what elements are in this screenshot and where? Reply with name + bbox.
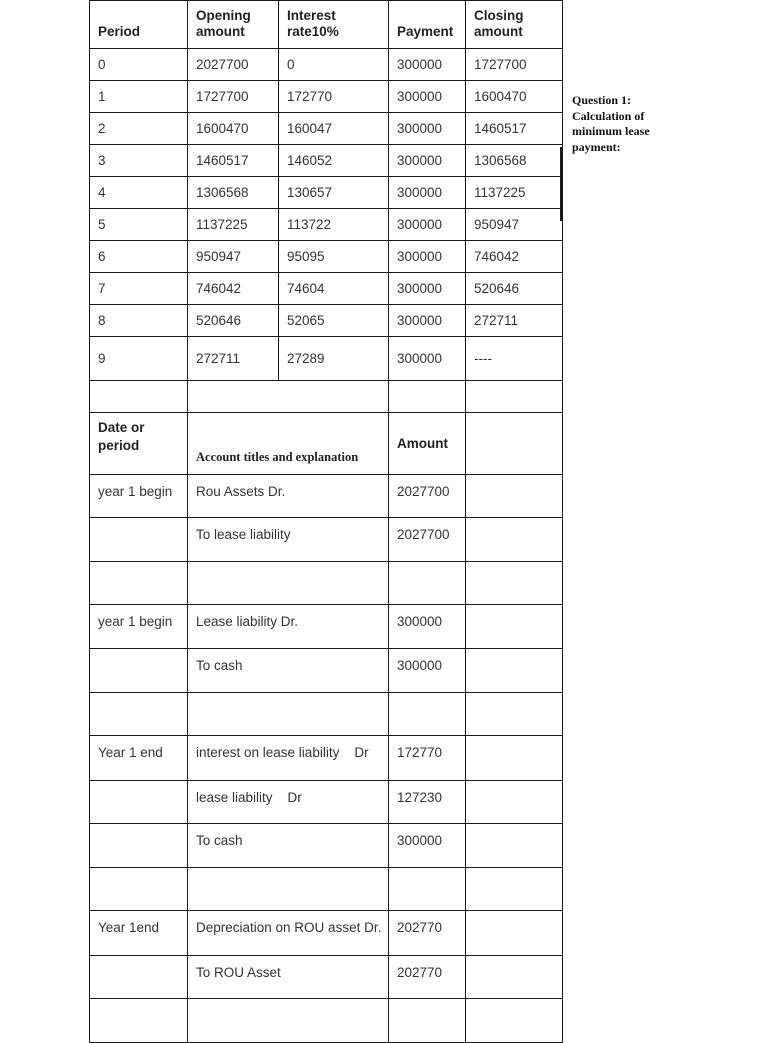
- schedule-cell-period: 6: [90, 241, 188, 273]
- schedule-row: [90, 81, 563, 113]
- journal-empty: [466, 605, 563, 649]
- header-interest-rate: Interest rate10%: [279, 1, 389, 49]
- schedule-row: [90, 337, 563, 381]
- schedule-cell-period: 9: [90, 337, 188, 381]
- schedule-cell-period: 5: [90, 209, 188, 241]
- journal-account: Lease liability Dr.: [188, 605, 389, 649]
- spacer-row: [90, 381, 563, 413]
- schedule-cell-period: 2: [90, 113, 188, 145]
- schedule-cell-interest: 130657: [279, 177, 389, 209]
- journal-body: [90, 475, 563, 1043]
- journal-empty: [466, 868, 563, 911]
- schedule-row: [90, 113, 563, 145]
- schedule-row: [90, 209, 563, 241]
- question-note: [572, 93, 672, 155]
- journal-account: [188, 693, 389, 736]
- header-date-period: Date or period: [90, 413, 188, 475]
- schedule-cell-closing: 1306568: [466, 145, 563, 177]
- journal-date: Year 1 end: [90, 736, 188, 781]
- schedule-cell-opening: 2027700: [188, 49, 279, 81]
- schedule-cell-interest: 74604: [279, 273, 389, 305]
- journal-empty: [466, 693, 563, 736]
- journal-row: [90, 562, 563, 605]
- journal-account: interest on lease liability Dr: [188, 736, 389, 781]
- journal-row: [90, 693, 563, 736]
- header-period: Period: [90, 1, 188, 49]
- journal-amount: 202770: [389, 956, 466, 999]
- journal-account: [188, 868, 389, 911]
- journal-account: To lease liability: [188, 518, 389, 562]
- schedule-cell-opening: 1306568: [188, 177, 279, 209]
- schedule-cell-closing: 1137225: [466, 177, 563, 209]
- journal-amount: 300000: [389, 649, 466, 693]
- journal-row: [90, 824, 563, 868]
- schedule-cell-opening: 272711: [188, 337, 279, 381]
- journal-account: lease liability Dr: [188, 781, 389, 824]
- schedule-cell-payment: 300000: [389, 113, 466, 145]
- schedule-cell-payment: 300000: [389, 81, 466, 113]
- schedule-cell-payment: 300000: [389, 49, 466, 81]
- journal-account: To ROU Asset: [188, 956, 389, 999]
- schedule-body: [90, 49, 563, 381]
- schedule-cell-interest: 27289: [279, 337, 389, 381]
- schedule-cell-period: 7: [90, 273, 188, 305]
- side-border: [560, 147, 562, 221]
- schedule-cell-payment: 300000: [389, 337, 466, 381]
- journal-date: [90, 649, 188, 693]
- journal-amount: 300000: [389, 824, 466, 868]
- schedule-cell-interest: 52065: [279, 305, 389, 337]
- header-payment: Payment: [389, 1, 466, 49]
- journal-amount: [389, 868, 466, 911]
- journal-row: [90, 911, 563, 956]
- journal-amount: 300000: [389, 605, 466, 649]
- journal-empty: [466, 911, 563, 956]
- schedule-cell-closing: 272711: [466, 305, 563, 337]
- journal-row: [90, 999, 563, 1043]
- journal-account: [188, 999, 389, 1043]
- journal-amount: 172770: [389, 736, 466, 781]
- schedule-header-row: [90, 1, 563, 49]
- schedule-cell-payment: 300000: [389, 145, 466, 177]
- schedule-cell-interest: 0: [279, 49, 389, 81]
- journal-account: To cash: [188, 649, 389, 693]
- journal-header-row: [90, 413, 563, 475]
- journal-date: [90, 693, 188, 736]
- journal-date: year 1 begin: [90, 605, 188, 649]
- journal-empty: [466, 781, 563, 824]
- journal-date: [90, 824, 188, 868]
- schedule-row: [90, 145, 563, 177]
- journal-amount: [389, 999, 466, 1043]
- journal-date: year 1 begin: [90, 475, 188, 518]
- schedule-cell-payment: 300000: [389, 273, 466, 305]
- journal-date: Year 1end: [90, 911, 188, 956]
- journal-row: [90, 736, 563, 781]
- schedule-row: [90, 49, 563, 81]
- schedule-cell-opening: 1600470: [188, 113, 279, 145]
- journal-empty: [466, 475, 563, 518]
- journal-row: [90, 956, 563, 999]
- header-opening-amount: Opening amount: [188, 1, 279, 49]
- journal-date: [90, 956, 188, 999]
- journal-row: [90, 475, 563, 518]
- journal-row: [90, 605, 563, 649]
- schedule-cell-closing: 1727700: [466, 49, 563, 81]
- schedule-cell-period: 3: [90, 145, 188, 177]
- journal-date: [90, 868, 188, 911]
- schedule-cell-interest: 113722: [279, 209, 389, 241]
- journal-date: [90, 518, 188, 562]
- journal-row: [90, 649, 563, 693]
- journal-row: [90, 518, 563, 562]
- journal-empty: [466, 518, 563, 562]
- journal-amount: 2027700: [389, 475, 466, 518]
- journal-row: [90, 781, 563, 824]
- journal-date: [90, 999, 188, 1043]
- journal-account: Rou Assets Dr.: [188, 475, 389, 518]
- schedule-cell-payment: 300000: [389, 305, 466, 337]
- schedule-cell-payment: 300000: [389, 241, 466, 273]
- journal-row: [90, 868, 563, 911]
- header-closing-amount: Closing amount: [466, 1, 563, 49]
- schedule-cell-opening: 950947: [188, 241, 279, 273]
- journal-amount: [389, 693, 466, 736]
- schedule-cell-interest: 95095: [279, 241, 389, 273]
- journal-date: [90, 781, 188, 824]
- schedule-cell-period: 1: [90, 81, 188, 113]
- journal-empty: [466, 649, 563, 693]
- header-account-titles: Account titles and explanation: [188, 413, 389, 475]
- journal-empty: [466, 562, 563, 605]
- journal-amount: [389, 562, 466, 605]
- schedule-cell-payment: 300000: [389, 177, 466, 209]
- journal-empty: [466, 824, 563, 868]
- lease-table: [89, 0, 563, 1043]
- journal-date: [90, 562, 188, 605]
- schedule-cell-payment: 300000: [389, 209, 466, 241]
- schedule-row: [90, 273, 563, 305]
- schedule-row: [90, 241, 563, 273]
- schedule-cell-closing: 1600470: [466, 81, 563, 113]
- journal-empty: [466, 999, 563, 1043]
- schedule-cell-opening: 520646: [188, 305, 279, 337]
- header-amount: Amount: [389, 413, 466, 475]
- schedule-cell-opening: 746042: [188, 273, 279, 305]
- journal-amount: 127230: [389, 781, 466, 824]
- journal-amount: 2027700: [389, 518, 466, 562]
- schedule-cell-interest: 146052: [279, 145, 389, 177]
- question-note-text: Question 1: Calculation of minimum lease payment:: [572, 93, 650, 154]
- schedule-cell-closing: ----: [466, 337, 563, 381]
- schedule-cell-closing: 1460517: [466, 113, 563, 145]
- journal-account: [188, 562, 389, 605]
- journal-empty: [466, 956, 563, 999]
- schedule-cell-opening: 1727700: [188, 81, 279, 113]
- schedule-cell-period: 0: [90, 49, 188, 81]
- schedule-cell-interest: 160047: [279, 113, 389, 145]
- schedule-row: [90, 305, 563, 337]
- schedule-cell-period: 8: [90, 305, 188, 337]
- journal-account: Depreciation on ROU asset Dr.: [188, 911, 389, 956]
- schedule-cell-opening: 1460517: [188, 145, 279, 177]
- schedule-cell-period: 4: [90, 177, 188, 209]
- schedule-cell-interest: 172770: [279, 81, 389, 113]
- schedule-cell-closing: 520646: [466, 273, 563, 305]
- schedule-cell-closing: 950947: [466, 209, 563, 241]
- journal-amount: 202770: [389, 911, 466, 956]
- schedule-cell-opening: 1137225: [188, 209, 279, 241]
- schedule-row: [90, 177, 563, 209]
- journal-account: To cash: [188, 824, 389, 868]
- schedule-cell-closing: 746042: [466, 241, 563, 273]
- journal-empty: [466, 736, 563, 781]
